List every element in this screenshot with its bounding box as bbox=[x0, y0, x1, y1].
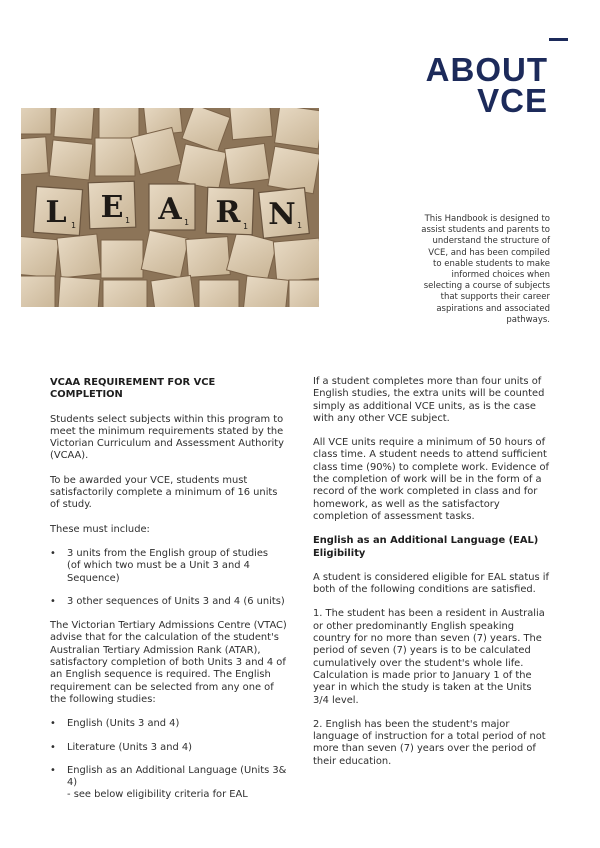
tile-letter-n: N bbox=[268, 197, 296, 232]
tile-score-5: 1 bbox=[297, 221, 303, 230]
english-requirements-list bbox=[50, 548, 290, 608]
accent-bar bbox=[549, 38, 568, 41]
title-line-1: ABOUT bbox=[425, 51, 548, 88]
right-paragraph-5: 2. English has been the student's major language of instruction for a total period of not more than seven (7) years over the period of their education. bbox=[313, 718, 546, 767]
left-paragraph-4: The Victorian Tertiary Admissions Centre (VTAC) advise that for the calculation of the student's Australian Tertiary Admission Rank (ATAR), satisfactory completion of both Units 3 and 4 of an English sequence is required. The English requirement can be selected from any one of the following studies: bbox=[50, 620, 287, 705]
list-item: • English as an Additional Language (Units 3& 4) - see below eligibility criteria for EAL bbox=[50, 765, 290, 802]
english-studies-list bbox=[50, 718, 290, 801]
scrabble-tiles-illustration bbox=[21, 108, 319, 307]
tile-letter-e: E bbox=[100, 190, 124, 225]
left-paragraph-1: Students select subjects within this program to meet the minimum requirements stated by the Victorian Curriculum and Assessment Authority (VCAA). bbox=[50, 413, 284, 462]
eal-eligibility-heading: English as an Additional Language (EAL) Eligibility bbox=[313, 535, 539, 559]
learn-tiles-image bbox=[21, 108, 319, 307]
list-item: • 3 other sequences of Units 3 and 4 (6 units) bbox=[50, 596, 290, 608]
tile-letter-a: A bbox=[158, 192, 182, 227]
left-paragraph-3: These must include: bbox=[50, 523, 150, 535]
list-item: • 3 units from the English group of studies (of which two must be a Unit 3 and 4 Sequence) bbox=[50, 548, 290, 585]
left-paragraph-2: To be awarded your VCE, students must satisfactorily complete a minimum of 16 units of study. bbox=[50, 474, 278, 511]
right-column bbox=[313, 376, 549, 780]
list-item: • Literature (Units 3 and 4) bbox=[50, 742, 290, 754]
right-paragraph-4: 1. The student has been a resident in Australia or other predominantly English speaking country for no more than seven (7) years. The period of seven (7) years is to be calculated cumulatively over the student's whole life. Calculation is made prior to January 1 of the year in which the study is taken at the Units 3/4 level. bbox=[313, 608, 545, 706]
right-paragraph-2: All VCE units require a minimum of 50 hours of class time. A student needs to attend sufficient class time (90%) to complete work. Evidence of the completion of work will be in the form of a record of the work completed in class and for homework, as well as the satisfactory completion of assessment tasks. bbox=[313, 437, 549, 522]
page-title bbox=[425, 51, 548, 119]
tile-score-2: 1 bbox=[125, 216, 131, 225]
tile-score-4: 1 bbox=[243, 222, 249, 231]
tile-letter-r: R bbox=[215, 195, 241, 230]
intro-text: This Handbook is designed to assist students and parents to understand the structure of VCE, and has been compiled to enable students to make informed choices when selecting a course of subjects that supports their career aspirations and associated pathways. bbox=[421, 214, 550, 325]
right-paragraph-3: A student is considered eligible for EAL status if both of the following conditions are satisfied. bbox=[313, 571, 549, 596]
tile-letter-l: L bbox=[45, 195, 67, 230]
title-line-2: VCE bbox=[477, 82, 548, 119]
left-column bbox=[50, 377, 290, 814]
list-item: • English (Units 3 and 4) bbox=[50, 718, 290, 730]
tile-score-1: 1 bbox=[71, 221, 77, 230]
vcaa-requirement-heading: VCAA REQUIREMENT FOR VCE COMPLETION bbox=[50, 377, 216, 401]
right-paragraph-1: If a student completes more than four units of English studies, the extra units will be counted simply as additional VCE units, as is the case with any other VCE subject. bbox=[313, 376, 545, 424]
tile-score-3: 1 bbox=[184, 218, 190, 227]
